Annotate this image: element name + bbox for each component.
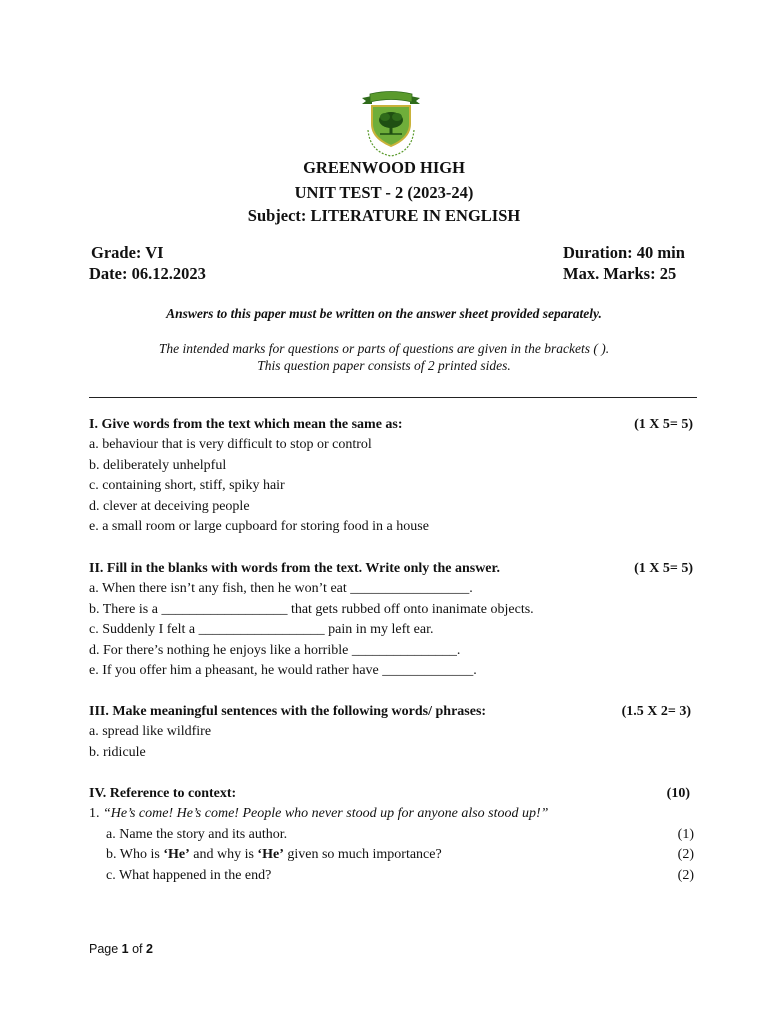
section-heading [89,558,697,579]
question-item: e. a small room or large cupboard for storing food in a house [89,519,429,534]
question-item: d. clever at deceiving people [89,498,250,514]
question-item: d. For there’s nothing he enjoys like a horrible _______________. [89,642,461,658]
max-marks-label: Max. Marks: 25 [563,264,677,283]
grade-label: Grade: VI [91,243,164,262]
section-title: IV. Reference to context: [89,786,237,801]
sides-instruction: This question paper consists of 2 printed sides. [257,358,511,373]
section-4 [89,783,697,886]
subject-title: Subject: LITERATURE IN ENGLISH [247,206,521,225]
reference-quote-line [89,804,697,825]
school-logo [358,90,424,158]
section-marks: (1 X 5= 5) [634,561,693,576]
ribbon-banner-icon [362,92,420,105]
tree-shield-icon [372,106,410,146]
answer-sheet-instruction: Answers to this paper must be written on the answer sheet provided separately. [166,306,602,321]
school-name: GREENWOOD HIGH [303,158,465,177]
question-item: b. deliberately unhelpful [89,457,227,473]
sub-question-marks: (2) [677,867,694,883]
section-heading [89,414,697,435]
sub-question [89,845,697,866]
section-title: III. Make meaningful sentences with the following words/ phrases: [89,704,487,719]
question-item: c. containing short, stiff, spiky hair [89,478,285,493]
duration-label: Duration: 40 min [563,243,685,262]
section-title: I. Give words from the text which mean the same as: [89,417,403,432]
section-title: II. Fill in the blanks with words from the text. Write only the answer. [89,561,500,576]
question-number: 1. [89,806,100,821]
section-2 [89,558,697,682]
section-marks: (1 X 5= 5) [634,417,693,432]
date-label: Date: 06.12.2023 [89,264,206,283]
sub-question [89,825,697,846]
sub-question-text: c. What happened in the end? [106,867,272,883]
section-1 [89,414,697,538]
section-marks: (1.5 X 2= 3) [621,704,691,719]
question-item: b. There is a __________________ that gets rubbed off onto inanimate objects. [89,601,534,617]
sub-question-text: b. Who is ‘He’ and why is ‘He’ given so much importance? [106,847,442,862]
question-item: b. ridicule [89,744,146,760]
marks-instruction: The intended marks for questions or parts of questions are given in the brackets ( ). [158,341,610,356]
sub-question-text: a. Name the story and its author. [106,826,288,842]
section-heading [89,783,697,804]
sub-question-marks: (2) [677,847,694,862]
sub-question [89,866,697,887]
divider-line [89,397,697,398]
test-title: UNIT TEST - 2 (2023-24) [294,183,474,202]
section-3 [89,701,697,763]
reference-quote: “He’s come! He’s come! People who never stood up for anyone also stood up!” [103,806,549,821]
question-item: a. behaviour that is very difficult to stop or control [89,437,372,452]
section-marks: (10) [666,786,690,801]
question-item: c. Suddenly I felt a __________________ pain in my left ear. [89,622,434,637]
sub-question-marks: (1) [677,826,694,842]
page-number: Page 1 of 2 [89,942,153,956]
question-item: e. If you offer him a pheasant, he would rather have _____________. [89,663,477,678]
question-item: a. When there isn’t any fish, then he won’t eat _________________. [89,581,473,596]
question-item: a. spread like wildfire [89,724,212,739]
section-heading [89,701,697,722]
